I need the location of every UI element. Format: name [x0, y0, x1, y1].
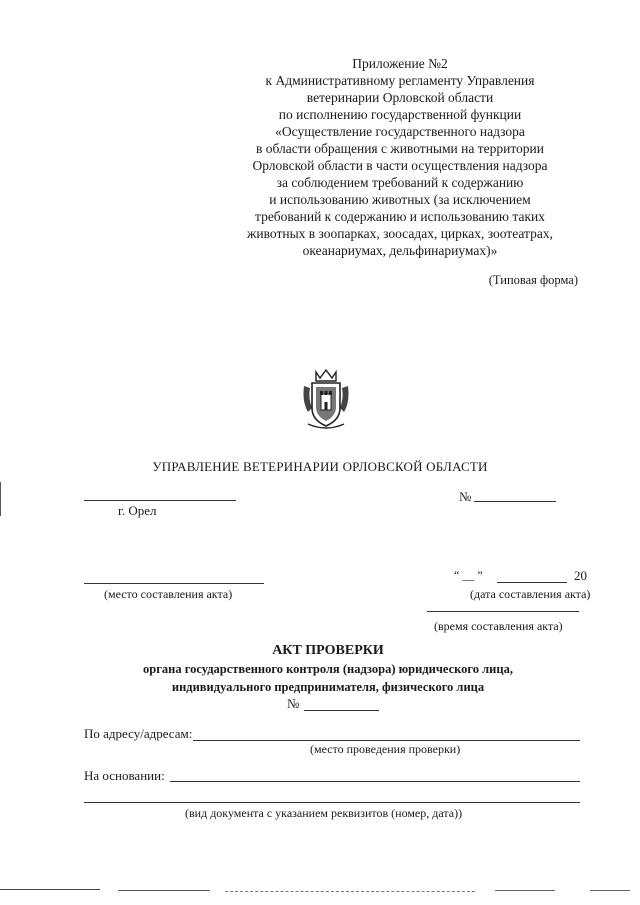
appendix-line: Орловской области в части осуществления надзора	[252, 158, 548, 173]
date-month-line	[497, 582, 567, 583]
appendix-line: океанариумах, дельфинариумах)»	[302, 243, 498, 258]
time-caption: (время составления акта)	[434, 619, 563, 633]
act-subtitle-line-1: органа государственного контроля (надзора) юридического лица,	[143, 662, 513, 676]
scan-artifact-line	[118, 890, 210, 891]
scan-artifact-line	[495, 890, 555, 891]
basis-line-1	[170, 781, 580, 782]
date-year-prefix: 20	[574, 568, 587, 583]
address-caption: (место проведения проверки)	[310, 742, 461, 756]
page-edge-mark	[0, 482, 1, 516]
act-number-sign: №	[287, 696, 300, 711]
appendix-line: «Осуществление государственного надзора	[275, 124, 525, 139]
address-label: По адресу/адресам:	[84, 726, 193, 741]
city-label: г. Орел	[118, 503, 157, 518]
scan-artifact-line	[590, 890, 630, 891]
coat-of-arms-icon	[300, 368, 352, 432]
number-sign: №	[459, 489, 472, 504]
act-subtitle-line-2: индивидуального предпринимателя, физического лица	[171, 680, 485, 694]
agency-name: УПРАВЛЕНИЕ ВЕТЕРИНАРИИ ОРЛОВСКОЙ ОБЛАСТИ	[152, 459, 488, 474]
scan-artifact-line	[0, 889, 100, 890]
appendix-line: за соблюдением требований к содержанию	[276, 175, 524, 190]
appendix-line: животных в зоопарках, зоосадах, цирках, зоотеатрах,	[247, 226, 553, 241]
appendix-line: и использованию животных (за исключением	[269, 192, 531, 207]
document-number-line	[474, 501, 556, 502]
basis-line-2	[84, 802, 580, 803]
document-date-line	[84, 500, 236, 501]
appendix-title: Приложение №2	[352, 56, 448, 71]
time-line	[427, 611, 579, 612]
act-title: АКТ ПРОВЕРКИ	[272, 643, 384, 658]
place-caption: (место составления акта)	[104, 587, 233, 601]
appendix-line: требований к содержанию и использованию таких	[255, 209, 545, 224]
form-type-label: (Типовая форма)	[488, 273, 578, 287]
date-day: “ __ ”	[454, 568, 483, 582]
appendix-line: по исполнению государственной функции	[278, 107, 522, 122]
date-caption: (дата составления акта)	[470, 587, 591, 601]
act-number-line	[304, 710, 379, 711]
place-line	[84, 583, 264, 584]
scan-artifact-line	[225, 891, 475, 892]
appendix-line: ветеринарии Орловской области	[306, 90, 494, 105]
basis-label: На основании:	[84, 768, 165, 783]
appendix-line: в области обращения с животными на территории	[255, 141, 545, 156]
appendix-line: к Административному регламенту Управления	[265, 73, 535, 88]
basis-caption: (вид документа с указанием реквизитов (номер, дата))	[185, 806, 463, 820]
address-line	[193, 740, 580, 741]
